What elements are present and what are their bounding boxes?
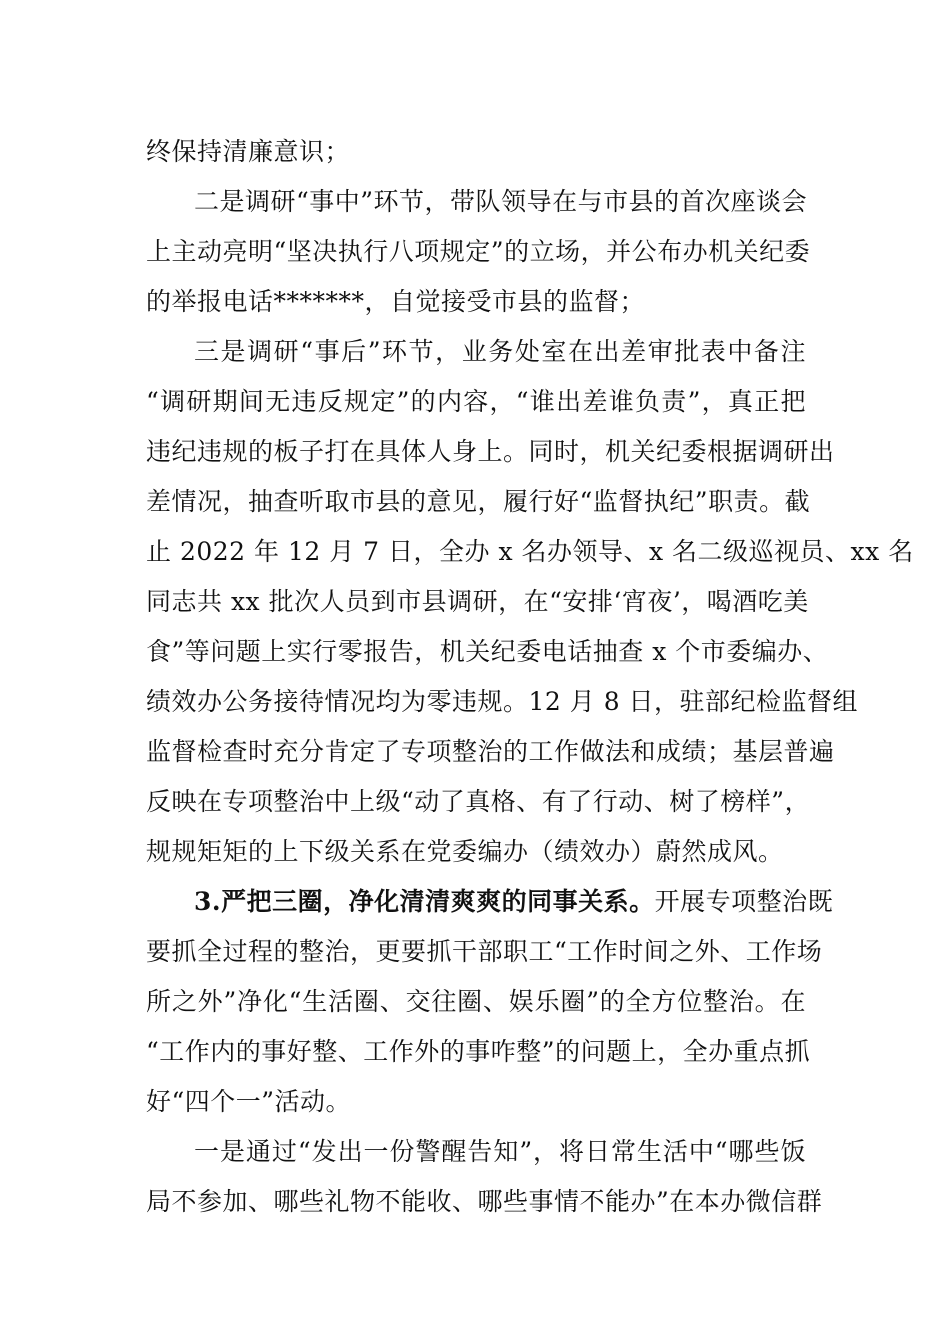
text-line: 二是调研“事中”环节，带队领导在与市县的首次座谈会 (194, 187, 808, 216)
text-line: 食”等问题上实行零报告，机关纪委电话抽查 x 个市委编办、 (146, 637, 829, 666)
text-line: 违纪违规的板子打在具体人身上。同时，机关纪委根据调研出 (146, 437, 835, 466)
heading-line-rest: 开展专项整治既 (654, 887, 834, 916)
text-line: 上主动亮明“坚决执行八项规定”的立场，并公布办机关纪委 (146, 237, 811, 266)
text-line: “调研期间无违反规定”的内容，“谁出差谁负责”，真正把 (146, 387, 806, 416)
text-line: 一是通过“发出一份警醒告知”，将日常生活中“哪些饭 (194, 1137, 806, 1166)
text-line: “工作内的事好整、工作外的事咋整”的问题上，全办重点抓 (146, 1037, 811, 1066)
text-line: 局不参加、哪些礼物不能收、哪些事情不能办”在本办微信群 (146, 1187, 823, 1216)
text-line: 所之外”净化“生活圈、交往圈、娱乐圈”的全方位整治。在 (146, 987, 806, 1016)
text-line: 止 2022 年 12 月 7 日，全办 x 名办领导、x 名二级巡视员、xx 名 (146, 537, 914, 566)
text-line: 差情况，抽查听取市县的意见，履行好“监督执纪”职责。截 (146, 487, 811, 516)
text-line: 三是调研“事后”环节，业务处室在出差审批表中备注 (194, 337, 806, 366)
section-heading: 3.严把三圈，净化清清爽爽的同事关系。 (194, 887, 655, 916)
text-line: 反映在专项整治中上级“动了真格、有了行动、树了榜样”， (146, 787, 811, 816)
text-line: 同志共 xx 批次人员到市县调研，在“安排‘宵夜’，喝酒吃美 (146, 587, 809, 616)
text-line: 规规矩矩的上下级关系在党委编办（绩效办）蔚然成风。 (146, 837, 784, 866)
text-line: 的举报电话*******，自觉接受市县的监督； (146, 287, 646, 316)
text-line: 要抓全过程的整治，更要抓干部职工“工作时间之外、工作场 (146, 937, 823, 966)
text-line: 终保持清廉意识； (146, 137, 351, 166)
text-line: 好“四个一”活动。 (146, 1087, 352, 1116)
text-line: 绩效办公务接待情况均为零违规。12 月 8 日，驻部纪检监督组 (146, 687, 859, 716)
text-line: 监督检查时充分肯定了专项整治的工作做法和成绩；基层普遍 (146, 737, 835, 766)
section-heading-line (194, 877, 834, 927)
